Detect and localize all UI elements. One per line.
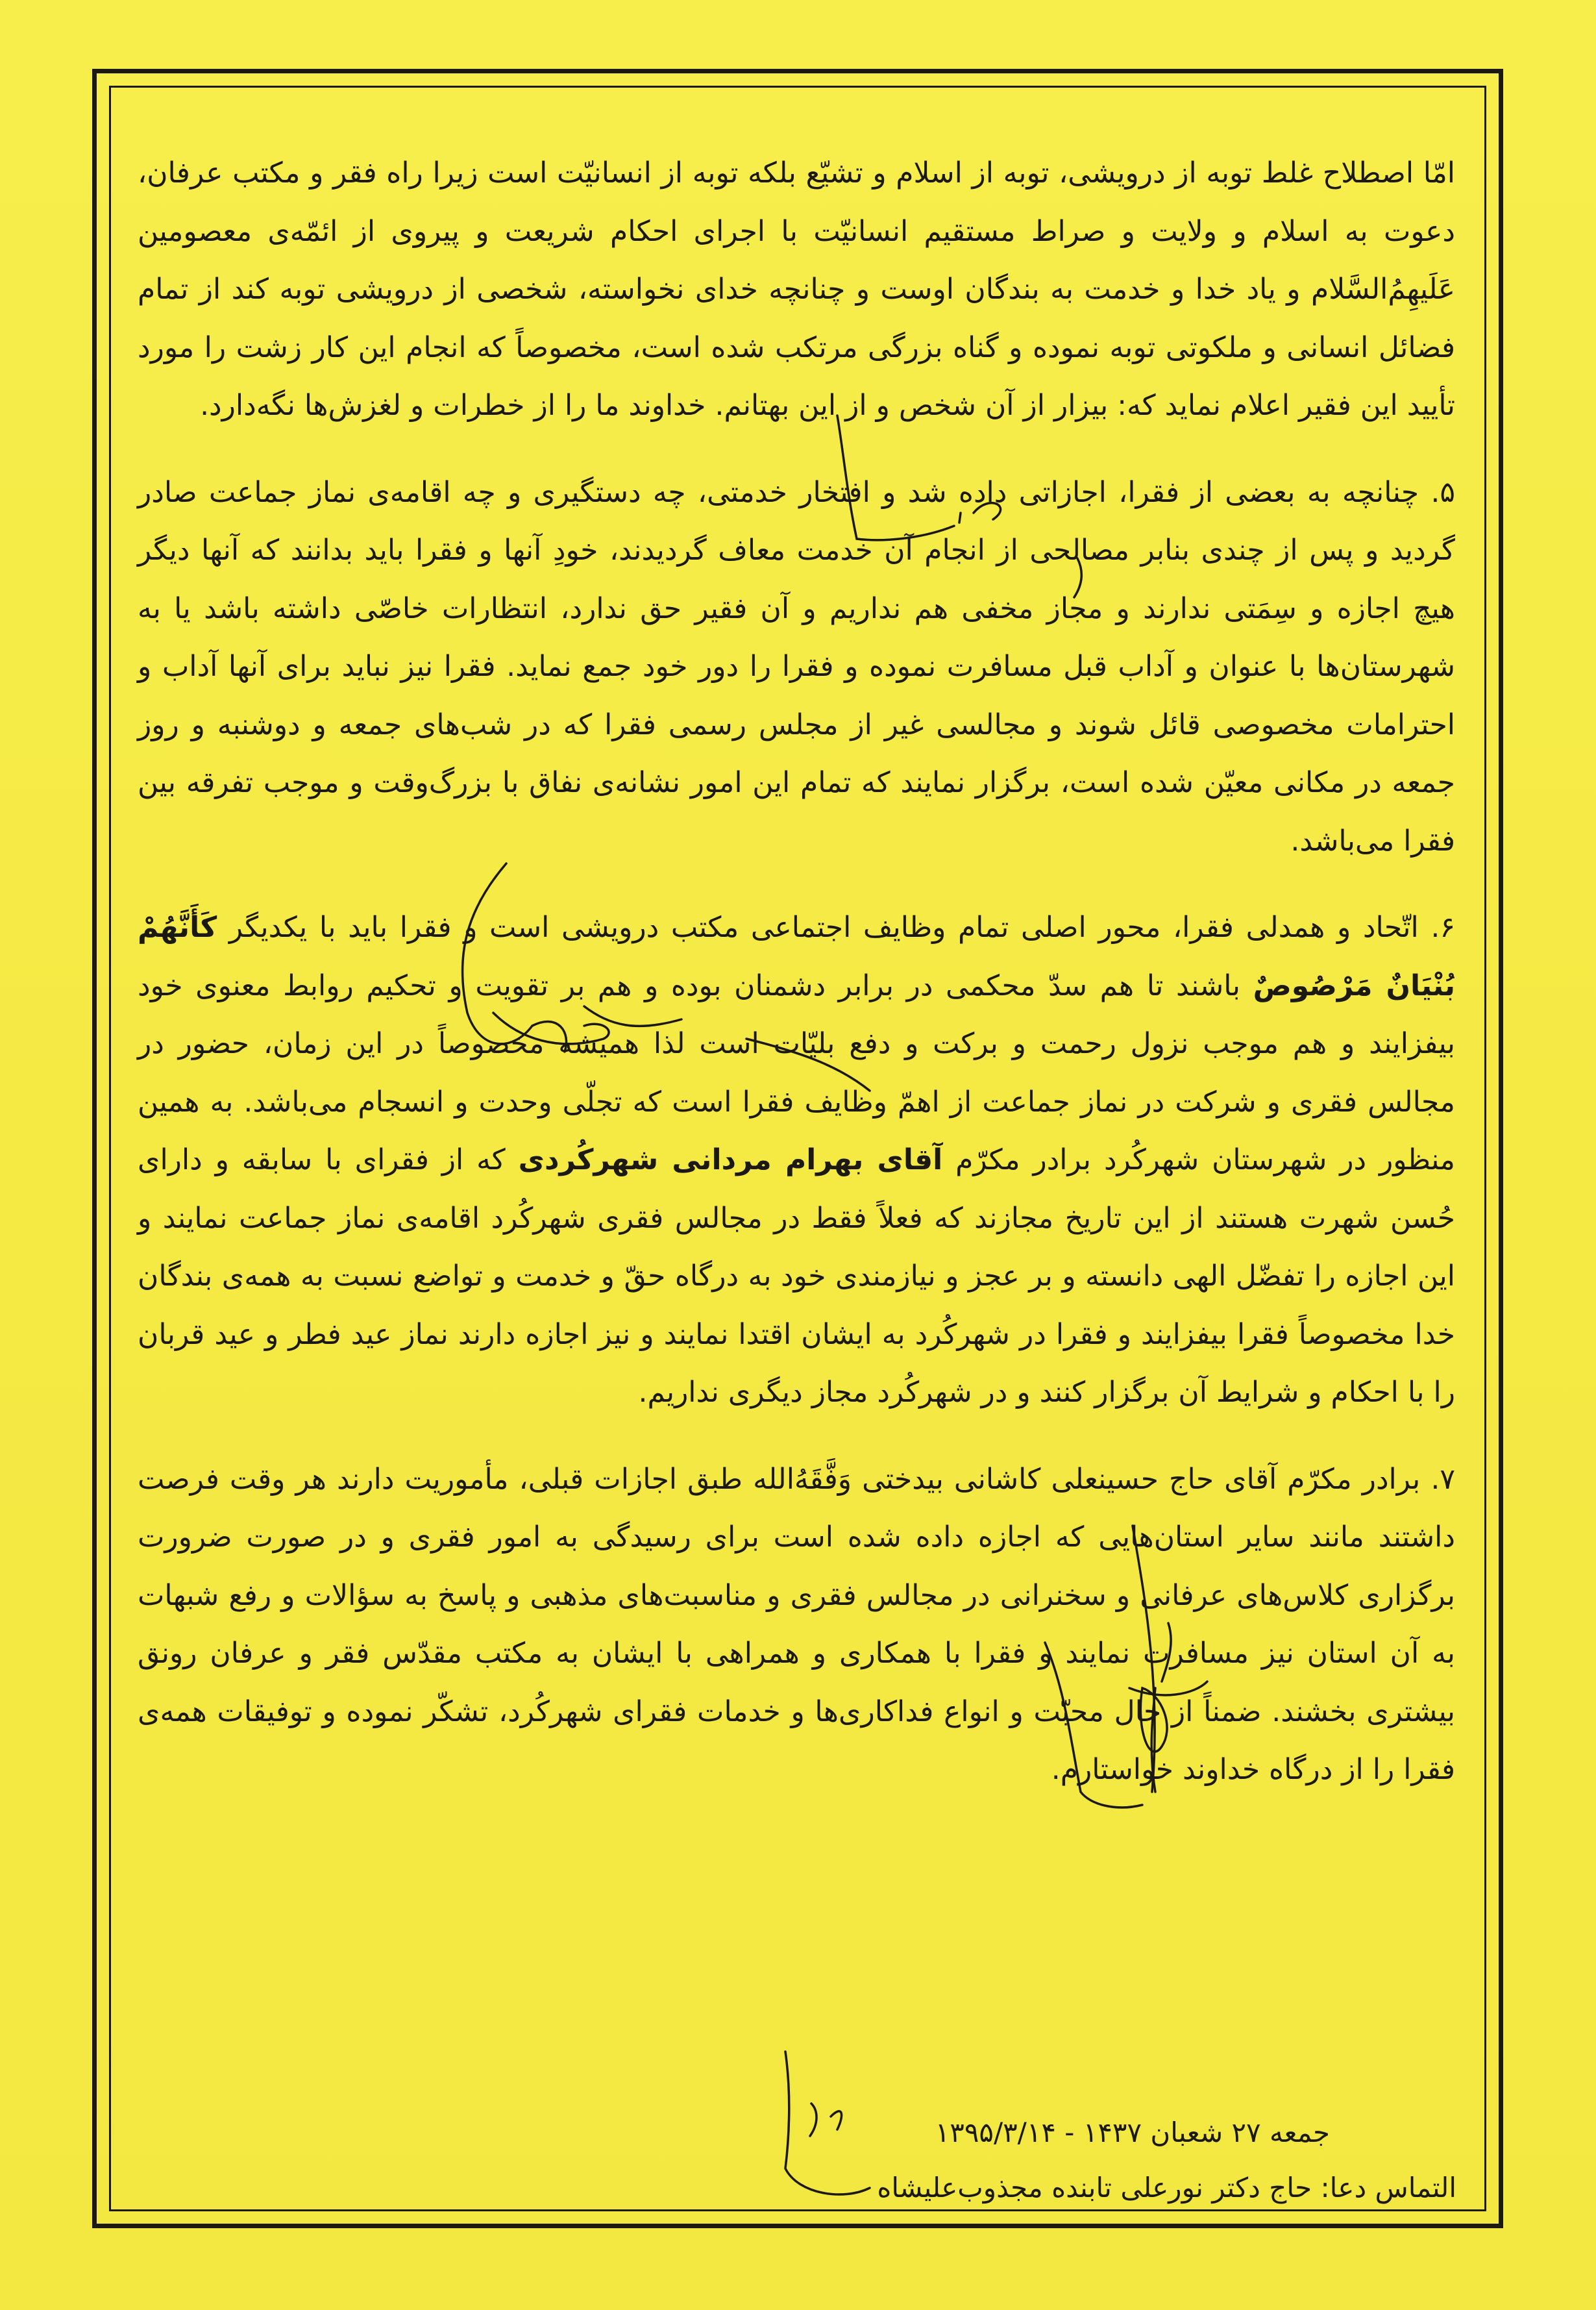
paragraph-6-part-2: باشند تا هم سدّ محکمی در برابر دشمنان بوده و هم بر تقویت و تحکیم روابط معنوی خود بیفزایند و هم موجب نزول رحمت و برکت و دفع بلیّات است لذا همیشه مخصوصاً در این زمان، حضور در مجالس فقری و شرکت در نماز جماعت از اهمّ وظایف فقرا است که تجلّی وحدت و انسجام می‌باشد. به همین منظور در شهرستان شهرکُرد برادر مکرّم xyxy=(138,969,1455,1176)
paragraph-7: ۷. برادر مکرّم آقای حاج حسینعلی کاشانی بیدختی وَفَّقَهُ‌الله طبق اجازات قبلی، مأموریت دارند هر وقت فرصت داشتند مانند سایر استان‌هایی که اجازه داده شده است برای رسیدگی به امور فقری و در صورت ضرورت برگزاری کلاس‌های عرفانی و سخنرانی در مجالس فقری و مناسبت‌های مذهبی و پاسخ به سؤالات و رفع شبهات به آن استان نیز مسافرت نمایند و فقرا با همکاری و همراهی با ایشان به مکتب مقدّس فقر و عرفان رونق بیشتری بخشند. ضمناً از حال محبّت و انواع فداکاری‌ها و خدمات فقرای شهرکُرد، تشکّر نموده و توفیقات همه‌ی فقرا را از درگاه خداوند خواستارم. xyxy=(138,1462,1455,1786)
paragraph-5: ۵. چنانچه به بعضی از فقرا، اجازاتی داده شد و افتخار خدمتی، چه دستگیری و چه اقامه‌ی نماز جماعت صادر گردید و پس از چندی بنابر مصالحی از انجام آن خدمت معاف گردیدند، خودِ آنها و فقرا باید بدانند که آنها دیگر هیچ اجازه و سِمَتی ندارند و مجاز مخفی هم نداریم و آن فقیر حق ندارد، انتظارات خاصّی داشته باشد یا به شهرستان‌ها با عنوان و آداب قبل مسافرت نموده و فقرا را دور خود جمع نماید. فقرا نیز نباید برای آنها آداب و احترامات مخصوصی قائل شوند و مجالسی غیر از مجلس رسمی فقرا که در شب‌های جمعه و دوشنبه و روز جمعه در مکانی معیّن شده است، برگزار نمایند که تمام این امور نشانه‌ی نفاق با بزرگ‌وقت و موجب تفرقه بین فقرا می‌باشد. xyxy=(138,475,1455,858)
letter-body xyxy=(138,144,1455,1799)
paragraph-intro: امّا اصطلاح غلط توبه از درویشی، توبه از اسلام و تشیّع بلکه توبه از انسانیّت است زیرا راه فقر و مکتب عرفان، دعوت به اسلام و ولایت و صراط مستقیم انسانیّت با اجرای احکام شریعت و پیروی از ائمّه‌ی معصومین عَلَیهِمُ‌السَّلام و یاد خدا و خدمت به بندگان اوست و چنانچه خدای نخواسته، شخصی از درویشی توبه کند از تمام فضائل انسانی و ملکوتی توبه نموده و گناه بزرگی مرتکب شده است، مخصوصاً که انجام این کار زشت را مورد تأیید این فقیر اعلام نماید که: بیزار از آن شخص و از این بهتانم. خداوند ما را از خطرات و لغزش‌ها نگه‌دارد. xyxy=(138,156,1455,422)
appointee-name: آقای بهرام مردانی شهرکُردی xyxy=(518,1143,943,1176)
quran-quote: كَأَنَّهُمْ بُنْيَانٌ مَرْصُوصٌ xyxy=(138,911,1455,1002)
paragraph-6 xyxy=(138,899,1455,1422)
date-line: جمعه ۲۷ شعبان ۱۴۳۷ - ۱۳۹۵/۳/۱۴ xyxy=(935,2117,1330,2148)
paragraph-6-part-1: ۶. اتّحاد و همدلی فقرا، محور اصلی تمام وظایف اجتماعی مکتب درویشی است و فقرا باید با یکدیگر xyxy=(228,911,1455,944)
paragraph-6-part-3: که از فقرای با سابقه و دارای حُسن شهرت هستند از این تاریخ مجازند که فعلاً فقط در مجالس فقری شهرکُرد اقامه‌ی نماز جماعت نمایند و این اجازه را تفضّل الهی دانسته و بر عجز و نیازمندی خود به درگاه حقّ و خدمت و تواضع نسبت به همه‌ی بندگان خدا مخصوصاً فقرا بیفزایند و فقرا در شهرکُرد به ایشان اقتدا نمایند و نیز اجازه دارند نماز عید فطر و عید قربان را با احکام و شرایط آن برگزار کنند و در شهرکُرد مجاز دیگری نداریم. xyxy=(138,1143,1455,1409)
signature-line: التماس دعا: حاج دکتر نورعلی تابنده مجذوب‌علیشاه xyxy=(877,2172,1456,2204)
